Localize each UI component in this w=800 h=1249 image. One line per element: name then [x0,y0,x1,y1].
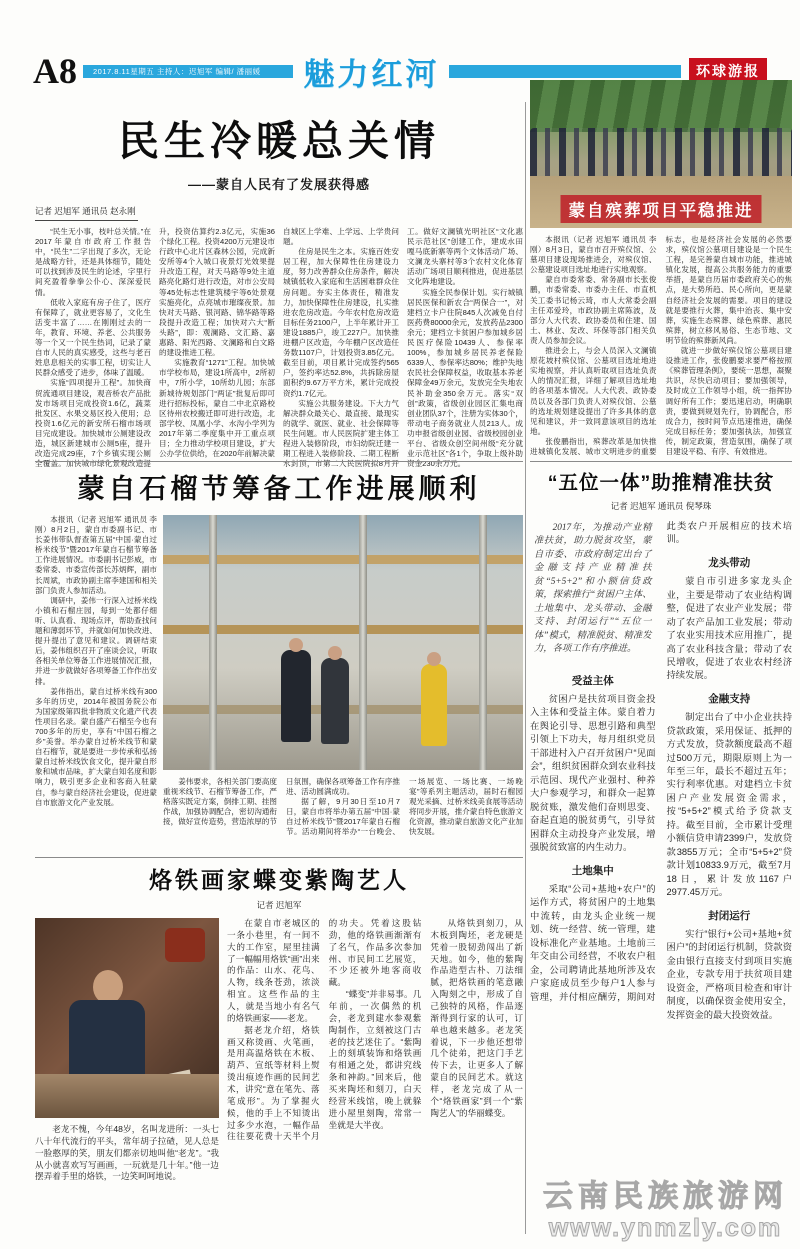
paragraph: 从烙铁到刻刀，从木板到陶坯，老龙硬是凭着一股韧劲闯出了新天地。如今，他的紫陶作品造型古朴、刀法细腻，把烙铁画的笔意融入陶刻之中，形成了自己独特的风格，作品逐渐得到行家的认可，订单也越来越多。老龙笑着说，下一步他还想带几个徒弟，把这门手艺传下去，让更多人了解蒙自的民间艺术。就这样，老龙完成了从一个“烙铁画家”到一个“紫陶艺人”的华丽蝶变。 [430,918,523,1118]
scaffold-post [479,515,487,770]
paragraph: 蒙自市委常委、常务副市长张俊鹏，市委常委、市委办主任、市直机关工委书记杨云琦，市人大常委会副主任邓爱玲，市政协副主席陈波，及部分人大代表、政协委员和住建、国土、林业、发改、环保等部门相关负责人员参加会议。 [530,275,657,345]
scaffold-post [359,515,367,770]
artist-photo [35,918,219,1118]
paragraph: 低收入家庭有房子住了，医疗有保障了，就业更容易了，文化生活变丰富了……在刚刚过去的一年，教育、环境、养老、公共服务等一个又一个民生热词，记录了蒙自市人民的真实感受，这些与老百姓息息相关的实事工程，切实让人民群众感受了进步，体味了温暖。 [35,297,151,378]
pomegranate-headline: 蒙自石榴节筹备工作进展顺利 [77,474,481,504]
section-heading: 受益主体 [571,674,614,687]
article-artist [35,862,523,1236]
pomegranate-bottom-text [163,777,523,861]
divider [530,461,792,462]
paragraph: “蝶变”并非易事。几年前，一次偶然的机会，老龙到建水参观紫陶制作，立刻被这门古老的技艺迷住了。“紫陶上的刻填装饰和烙铁画有相通之处，都讲究线条和神韵。”回来后，他买来陶坯和刻刀，白天经营米线馆，晚上就躲进小屋里刻陶，常常一坐就是大半夜。 [328,989,422,1130]
artist-left-stack [35,918,219,1236]
paragraph: 实行“银行+公司+基地+贫困户”的封闭运行机制，贷款资金由银行直接支付到项目实施企业，专款专用于扶贫项目建设资金，严格项目检查和审计制度，以确保资金使用安全，发挥资金的最大投资效益。 [666,928,792,1020]
paragraph: 实施公共服务建设。下大力气解决群众最关心、最直接、最现实的就学、就医、就业、社会保障等民生问题。市人民医院扩建主体工程进入装修阶段，市妇幼院迁建一期工程进入装修阶段、二期工程断水封顶，市第二人民医院拟8月开工。做好文澜镇光明社区“文化惠民示范社区”创建工作，建成水田嘎马底新寨等两个文体活动广场、文澜龙头寨村等3个农村文化体育活动广场项目顺利推进，促进基层文化阵地建设。 [283,227,523,469]
scaffold-post [209,515,217,770]
machine-graphic [165,928,205,962]
divider [35,461,523,462]
paragraph: 制定出台了中小企业扶持贷款政策，采用保证、抵押的方式发放，贷款额度最高不超过500万元，期限原则上为一年至三年，最长不超过五年；实行利率优惠。对建档立卡贫困户产业发展资金需求，按“5+5+2”模式给予贷款支持。截至目前，全市累计受理小额信贷申请2399户，发放贷款3855万元；全市“5+5+2”贷款计划10833.9万元，截至7月18日，累计发放1167户2977.45万元。 [666,712,792,898]
article-poverty [530,467,792,1192]
header-bar-right [449,65,681,78]
person-figure [69,1000,145,1080]
paragraph: 姜伟要求，各相关部门要高度重视米线节、石榴节筹备工作，严格落实既定方案，倒排工期、挂图作战，加强协调配合，密切沟通衔接，做好宣传造势，营造浓厚的节日氛围，确保各项筹备工作有序推进、活动圆满成功。 [163,777,400,827]
person-head [328,646,342,660]
paragraph: 本报讯（记者 迟旭军 通讯员 李刚）8月2日，蒙自市委副书记、市长姜伟带队督查第五届“中国·蒙自过桥米线节”暨2017年蒙自石榴节筹备工作进展情况。市委副书记彭威，市委常委、市委宣传部长苏炳辉，副市长周斌，市政协副主席李建国和相关部门负责人参加活动。 [35,515,157,595]
paragraph: 住房是民生之本。实施百姓安居工程，加大保障性住房建设力度，努力改善群众住房条件，解决城镇低收入家庭和生活困难群众住房问题。夯实主体责任，精准发力，加快保障性住房建设，扎实推进农危房改造。今年农村危房改造目标任务2100户，上半年累计开工建设1885户，竣工227户。加快推进棚户区改造，今年棚户区改造任务数1107户，计划投资3.85亿元。截至目前，项目累计完成签约565户，签约率达52.8%，共拆除房屋面积约9.67万平方米，累计完成投资约1.7亿元。 [283,247,399,398]
scaffold-graphic [163,555,523,564]
column-rule [525,102,526,1234]
article-funeral [530,80,792,461]
poverty-headline: “五位一体”助推精准扶贫 [547,472,775,494]
paragraph: 推进会上，与会人员深入文澜镇原花坡村殡仪馆、公墓项目选址地进实地视察，并认真听取项目选址负责人的情况汇报，详细了解项目选址地的各项基本情况。人大代表、政协委员以及各部门负责人对殡仪馆、公墓的选址规划建设提出了许多具体的意见和建议，并一致同意该项目的选址地。 [530,346,657,436]
paragraph: 就进一步做好殡仪馆公墓项目建设推进工作，张俊鹏要求要严格按照《殡葬管理条例》，要统一思想，凝聚共识，尽快启动项目；要加强领导，及时成立工作领导小组，统一指挥协调好所有工作；要迅速启动，明确职责，要做到规划先行，协调配合，形成合力，按时间节点迅速推进，确保完成目标任务；要加强执法，加强宣传，制定政策，营造氛围，确保了项目建设平稳、有序、有效推进。 [665,346,792,456]
artist-under-photo-text [35,1124,219,1236]
poverty-intro: 2017年，为推动产业精准扶贫，助力脱贫攻坚，蒙自市委、市政府制定出台了金融支持产业精准扶贫“5+5+2”和小额信贷政策，探索推行“贫困户主体、土地集中、龙头带动、金融支持、封闭运行”“五位一体”模式，精准脱贫、精准发力，各项工作有序推进。 [534,523,652,655]
paragraph: 据了解，9月30日至10月7日，蒙自市将举办第五届“中国·蒙自过桥米线节”暨2017年蒙自石榴节。活动期间将举办“一台晚会、一场展览、一场比赛、一场晚宴”等系列主题活动，届时石榴园观光采摘、过桥米线美食展等活动将同步开展，推介蒙自特色旅游文化资源，推动蒙自旅游文化产业加快发展。 [286,777,523,837]
paragraph: 调研中，姜伟一行深入过桥米线小镇和石榴庄园，每到一处都仔细听、认真看、现场点评，帮助查找问题和薄弱环节，并就如何加快改进、提升提出了意见和建议。调研结束后，姜伟组织召开了座谈会议，听取各相关单位筹备工作进展情况汇报，并进一步就做好各项筹备工作作出安排。 [35,595,157,686]
main-headline: 民生冷暖总关情 [118,118,440,164]
paragraph: 实施全民参保计划。实行城镇居民医保和新农合“两保合一”，对建档立卡户住院845人次减免自付医药费80000余元，发放药品2300余元；建档立卡贫困户参加城乡居民医疗保险10439人、参保率100%，参加城乡居民养老保险6339人、参保率达80%；维护失地农民社会保障权益，收取基本养老保障金49万余元，发放完全失地农民补助金350余万元。落实“双创”政策，省级创业园区汇集电商创业团队37个，注册为实体30个，带动电子商务就业人员213人。成功申报省级创业园、省级校园创业平台、省级众创空间州级“充分就业示范社区”各1个，争取上级补助资金230余万元。 [407,287,523,469]
person-figure [421,664,447,746]
main-body [35,227,523,473]
article-pomegranate [35,467,523,863]
person-head [289,638,303,652]
section-heading: 土地集中 [571,864,614,877]
paragraph: 在蒙自市老城区的一条小巷里，有一间不大的工作室，屋里挂满了一幅幅用烙铁“画”出来的作品：山水、花鸟、人物，线条苍劲，浓淡相宜。这些作品的主人，就是当地小有名气的烙铁画家——老龙。 [227,918,320,1023]
main-subtitle: ——蒙自人民有了发展获得感 [187,177,370,192]
section-heading: 封闭运行 [708,909,751,922]
funeral-photo [530,80,792,228]
date-line: 2017.8.11星期五 主持人：迟旭军 编辑/ 潘丽媛 [93,66,261,76]
paragraph: 姜伟指出，蒙自过桥米线有300多年的历史，2014年被国务院公布为国家级第四批非物质文化遗产代表性项目名录。蒙自盛产石榴至今也有700多年的历史，享有“中国石榴之乡”美誉。举办蒙自过桥米线节和蒙自石榴节，就是要进一步传承和弘扬蒙自过桥米线饮食文化，提升蒙自形象和城市品味，扩大蒙自知名度和影响力，吸引更多企业和客商入驻蒙自，参与蒙自经济社会建设，促进蒙自市旅游文化产业发展。 [35,686,157,807]
section-heading: 金融支持 [708,692,751,705]
poverty-body [530,520,792,1192]
paragraph: 实施“四项提升工程”。加快商贸流通项目建设，观音桥农产品批发市场项目完成投资1.6亿，蔬菜批发区、水果交易区投入使用；总投资1.6亿元的新安所石榴市场项目完成建设。加快城市公厕建设改造，城区新建城市公厕5座，提升改造完成29座，7个乡镇实现公厕全覆盖。加快城市绿化景观改造提升，投资估算约2.3亿元，实施36个绿化工程。投资4200万元建设市行政中心北片区森林公园，完成新安所等4个入城口夜景灯光效果提升改造工程，对天马路等9处主道路亮化路灯进行改造，对市公安局等45处标志性建筑楼宇等6处景观实施亮化，点亮城市璀璨夜景。加快对天马路、银河路、锦华路等路段提升改造工程；加快对六大“断头路”，即：观澜路、文汇路、嘉惠路、阳光西路、文澜路和白文路的建设推进工程。 [35,227,275,469]
person-figure [281,650,311,742]
crowd-graphic [530,128,792,180]
workbench-graphic [35,1074,219,1118]
section-heading: 龙头带动 [708,556,751,569]
artist-headline: 烙铁画家蝶变紫陶艺人 [149,867,409,893]
main-byline: 记者 迟旭军 通讯员 赵永刚 [35,205,138,221]
paragraph: “民生无小事，枝叶总关情。”在2017年蒙自市政府工作报告中，“民生”二字出现了多次，无论是战略方针，还是具体细节，随处可以找到涉及民生的论述，字里行间充盈着拳拳公仆心、深深爱民情。 [35,227,151,297]
paragraph: 实施教育“1271”工程。加快城市学校布局，建设1所高中，2所初中，7所小学，10所幼儿园；东部新城待规划部门“两证”批复后即可进行招标投标，蒙自二中北京路校区待州农校搬迁即可进行改造，北部学校、凤凰小学、水沟小学列为2017年第二季度集中开工重点项目；全力推动学校项目建设，扩大公办学位供给，在2020年前解决蒙自城区上学难、上学远、上学贵问题。 [159,227,399,459]
paragraph: 老龙不愧，今年48岁，名叫龙进所：一头七八十年代流行的平头，常年胡子拉碴，见人总是一脸憨厚的笑，朋友们都亲切地叫他“老龙”。“我从小就喜欢写写画画，一玩就是几十年。”他一边摆弄着手里的烙铁，一边笑呵呵地说。 [35,1124,219,1182]
paragraph: 据老龙介绍，烙铁画又称烫画、火笔画，是用高温烙铁在木板、葫芦、宣纸等材料上熨烫出痕迹作画的民间艺术，讲究“意在笔先、落笔成形”。为了掌握火候，他的手上不知烫出过多少水泡，一幅作品往往要花费十天半个月的功夫。凭着这股钻劲，他的烙铁画渐渐有了名气，作品多次参加州、市民间工艺展览，不少还被外地客商收藏。 [227,918,422,1142]
poverty-byline: 记者 迟旭军 通讯员 倪琴珠 [610,501,712,511]
paragraph: 张俊鹏指出，殡葬改革是加快推进城镇化发展、城市文明进步的重要标志，也是经济社会发展的必然要求，殡仪馆公墓项目建设是一个民生工程，是完善蒙自城市功能，推进城镇化发展，提高公共服务能力的重要举措，是蒙自历届市委政府关心的焦点，是大势所趋、民心所向，更是蒙自经济社会发展的需要。项目的建设就是要推行火葬，集中治丧、集中安葬，实施生态殡葬、绿色殡葬、惠民殡葬，树立移风易俗、生态节地、文明节俭的殡葬新风尚。 [530,235,792,456]
section-title: 魅力红河 [303,56,440,92]
funeral-body [530,235,792,461]
watermark-url: www.ynmzly.com [548,1214,783,1243]
paragraph: 采取“公司+基地+农户”的运作方式，将贫困户的土地集中流转，由龙头企业统一规划、统一经营、统一管理，建设标准化产业基地。土地前三年交由公司经营，不收农户租金，公司聘请此基地所涉及农户家庭成员至少每户1人参与管理，并付相应酬劳，期间对此类农户开展相应的技术培训。 [530,521,792,1002]
pomegranate-right-stack [163,515,523,863]
trees-graphic [530,80,792,132]
page-number: A8 [33,51,77,91]
person-figure [321,658,349,744]
watermark-name: 云南民族旅游网 [543,1179,788,1213]
article-minsheng [35,100,523,473]
artist-body [227,918,523,1236]
header-bar-left [83,65,293,78]
paragraph: 本报讯（记者 迟旭军 通讯员 李刚）8月3日，蒙自市召开殡仪馆、公墓项目建设现场推进会，对殡仪馆、公墓建设项目选址地进行实地观察。 [530,235,657,275]
pomegranate-left-column [35,515,157,863]
paragraph: 贫困户是扶贫项目资金投入主体和受益主体。蒙自着力在舆论引导、思想引路和典型引领上下功夫，每月组织党员干部进村入户召开贫困户“见面会”，组织贫困群众到农业科技示范园、现代产业强村、种养大户参观学习，和群众一起算脱贫账，激发他们奋则思变、奋起直追的脱贫勇气，引导贫困群众主动投身产业发展，增强脱贫致富的内生动力。 [530,693,656,853]
masthead: 环球游报 [689,58,767,84]
artist-byline: 记者 迟旭军 [256,900,302,910]
funeral-photo-caption: 蒙自殡葬项目平稳推进 [561,195,762,223]
pomegranate-photo [163,515,523,770]
person-head [93,970,123,1004]
person-head [427,652,441,666]
paragraph: 蒙自市引进多家龙头企业，主要是带动了农业结构调整，促进了农业产业发展；带动了农产品加工业发展；带动了农业实用技术应用推广，提高了农业科技含量；带动了农民增收，促进了农业农村经济持续发展。 [666,576,792,681]
